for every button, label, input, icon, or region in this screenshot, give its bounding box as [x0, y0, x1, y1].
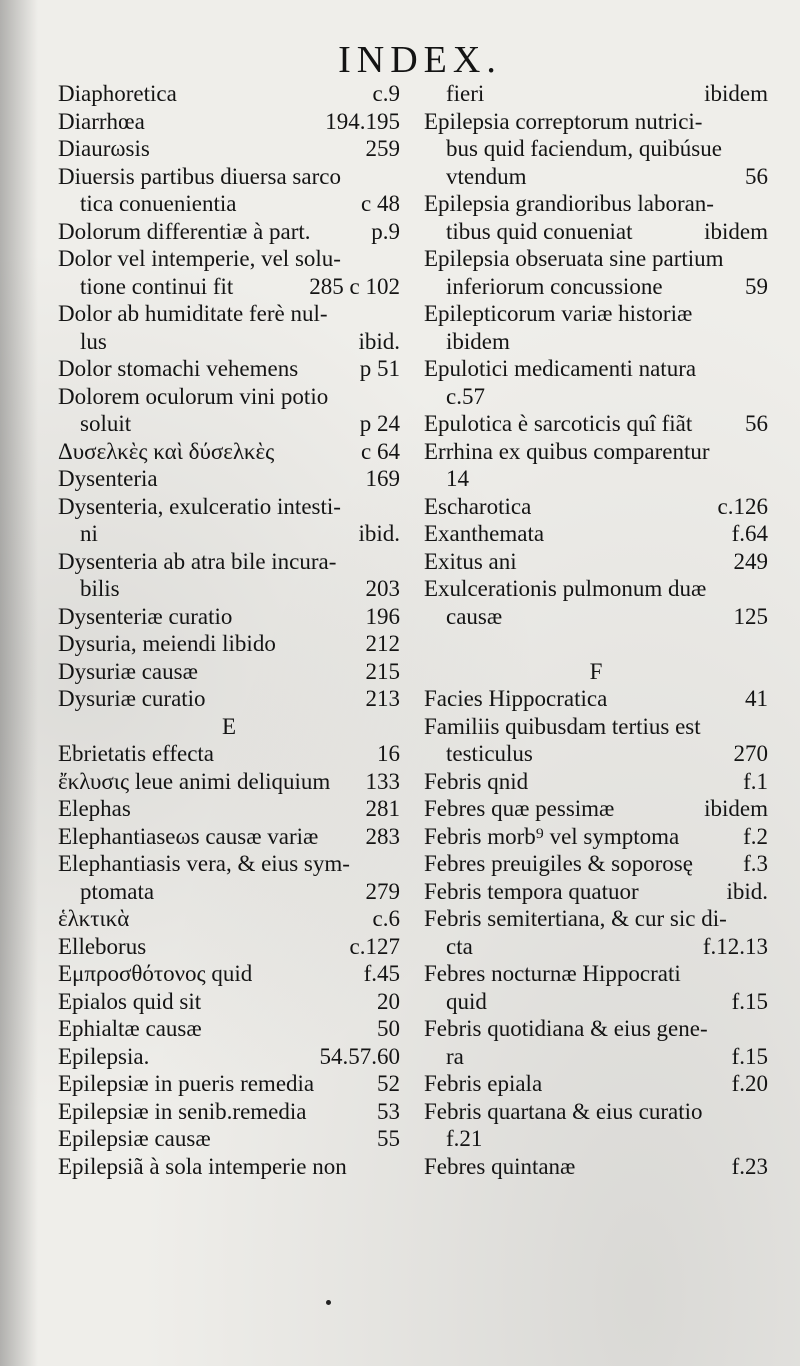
index-section-letter: [424, 658, 768, 686]
index-entry: [424, 823, 768, 851]
index-term: c.57: [446, 383, 485, 409]
index-term: Febres quæ pessimæ: [424, 796, 615, 821]
index-term: tibus quid conueniat: [446, 218, 633, 244]
index-page-ref: 53: [377, 1098, 400, 1124]
index-entry: [424, 1125, 768, 1153]
index-term: Δυσελκὲς καὶ δύσελκὲς: [58, 438, 275, 464]
index-page-ref: f.45: [363, 961, 400, 986]
index-term: Diaurωsis: [58, 136, 150, 161]
index-page-ref: c.9: [372, 81, 400, 106]
index-term: Diuersis partibus diuersa sarco: [58, 163, 341, 189]
index-entry: [424, 603, 768, 631]
index-term: Dysuria, meiendi libido: [58, 631, 276, 656]
index-page-ref: 41: [745, 686, 768, 711]
index-entry: [424, 740, 768, 768]
index-page-ref: c.127: [349, 933, 400, 959]
index-column-left: [58, 80, 400, 1180]
index-term: Dolor stomachi vehemens: [58, 356, 299, 381]
index-term: ni: [80, 521, 98, 546]
index-entry: [58, 575, 400, 603]
index-entry: [424, 850, 768, 878]
index-entry: [424, 135, 768, 163]
index-page-ref: 133: [365, 768, 400, 794]
index-term: Elephas: [58, 796, 131, 821]
index-page-ref: 270: [733, 741, 768, 766]
index-page-ref: 203: [365, 576, 400, 601]
index-page-ref: ibidem: [704, 218, 768, 244]
index-term: Exanthemata: [424, 521, 545, 546]
index-page-ref: 16: [377, 741, 400, 766]
index-page-ref: p 24: [359, 411, 400, 436]
index-entry: [58, 108, 400, 136]
index-term: Εμπροσθότονος quid: [58, 961, 253, 986]
index-term: Dysenteria, exulceratio intesti-: [58, 493, 341, 519]
index-entry: [58, 383, 400, 411]
index-term: Epilepsia correptorum nutrici-: [424, 108, 703, 134]
index-term: Epialos quid sit: [58, 988, 202, 1014]
index-entry: [58, 1098, 400, 1126]
index-entry: [58, 163, 400, 191]
index-page-ref: 285 c 102: [309, 273, 400, 299]
index-page-ref: 54.57.60: [319, 1043, 400, 1069]
index-term: Escharotica: [424, 493, 532, 519]
index-entry: [58, 768, 400, 796]
index-entry: [424, 575, 768, 603]
index-term: Dysenteria: [58, 466, 158, 491]
index-entry: [424, 1098, 768, 1126]
index-entry: [58, 630, 400, 658]
index-entry: [424, 438, 768, 466]
index-term: Facies Hippocratica: [424, 686, 608, 711]
index-term: causæ: [446, 603, 503, 629]
index-entry: [58, 795, 400, 823]
index-page-ref: p.9: [371, 218, 400, 244]
index-page-ref: 52: [377, 1071, 400, 1096]
index-column-right: [424, 80, 768, 1180]
index-term: Epilepsiæ causæ: [58, 1126, 211, 1151]
index-entry: [58, 658, 400, 686]
index-term: F: [589, 658, 603, 684]
index-entry: [424, 493, 768, 521]
index-term: Epulotica è sarcoticis quî fiãt: [424, 411, 693, 436]
index-term: bus quid faciendum, quibúsue: [446, 136, 722, 161]
index-page-ref: f.3: [743, 851, 768, 876]
index-term: testiculus: [446, 741, 533, 766]
index-term: inferiorum concussione: [446, 273, 663, 299]
index-term: ibidem: [446, 328, 510, 354]
index-entry: [424, 465, 768, 493]
index-entry: [58, 603, 400, 631]
index-term: Epilepsia.: [58, 1043, 150, 1069]
index-entry: [424, 328, 768, 356]
index-page-ref: 215: [365, 658, 400, 684]
index-page-ref: f.20: [731, 1071, 768, 1096]
index-page-ref: 56: [745, 163, 768, 189]
index-page-ref: ibid.: [358, 521, 400, 546]
index-entry: [58, 218, 400, 246]
index-entry: [58, 988, 400, 1016]
index-entry: [58, 520, 400, 548]
index-entry: [424, 1070, 768, 1098]
index-term: Epilepsia grandioribus laboran-: [424, 191, 714, 216]
index-term: vtendum: [446, 163, 527, 189]
index-term: Dysenteriæ curatio: [58, 603, 233, 629]
index-entry: [58, 328, 400, 356]
index-entry: [58, 438, 400, 466]
index-page-ref: ibid.: [726, 878, 768, 904]
index-entry: [58, 355, 400, 383]
index-page-ref: 213: [365, 686, 400, 711]
index-term: Dolor vel intemperie, vel solu-: [58, 246, 341, 271]
index-term: Epilepticorum variæ historiæ: [424, 301, 693, 326]
index-entry: [424, 960, 768, 988]
index-term: Epilepsiæ in pueris remedia: [58, 1071, 315, 1096]
index-term: Febris morb⁹ vel symptoma: [424, 823, 680, 849]
index-term: f.21: [446, 1126, 483, 1151]
index-term: Elephantiasis vera, & eius sym-: [58, 851, 350, 876]
index-entry: [58, 300, 400, 328]
page-header: INDEX.: [338, 39, 502, 81]
index-term: tione continui fit: [80, 273, 234, 299]
index-term: Epilepsiæ in senib.remedia: [58, 1098, 307, 1124]
index-term: Epilepsia obseruata sine partium: [424, 246, 724, 271]
index-term: ra: [446, 1043, 464, 1069]
index-entry: [58, 850, 400, 878]
index-page-ref: 194.195: [325, 108, 400, 134]
index-entry: [58, 1153, 400, 1181]
index-term: Febris epiala: [424, 1071, 543, 1096]
index-term: Elephantiaseωs causæ variæ: [58, 823, 319, 849]
index-entry: [424, 108, 768, 136]
index-term: Diaphoretica: [58, 81, 177, 106]
index-page-ref: c.6: [372, 906, 400, 931]
index-page-ref: ibidem: [704, 796, 768, 821]
index-page-ref: f.23: [731, 1153, 768, 1179]
index-page-ref: f.15: [731, 1043, 768, 1069]
index-entry: [424, 245, 768, 273]
index-page-ref: f.15: [731, 988, 768, 1014]
index-term: Elleborus: [58, 933, 147, 959]
index-term: Errhina ex quibus comparentur: [424, 438, 710, 464]
index-page-ref: 55: [377, 1126, 400, 1151]
ink-dot: [326, 1300, 331, 1305]
index-entry: [58, 933, 400, 961]
index-entry: [424, 685, 768, 713]
index-page-ref: 20: [377, 988, 400, 1014]
index-entry: [424, 548, 768, 576]
index-term: tica conuenientia: [80, 191, 237, 216]
index-term: Dolor ab humiditate ferè nul-: [58, 301, 328, 326]
index-term: Dolorem oculorum vini potio: [58, 383, 329, 409]
index-term: Febris quotidiana & eius gene-: [424, 1016, 708, 1041]
index-term: 14: [446, 466, 469, 491]
index-entry: [58, 493, 400, 521]
index-term: Ebrietatis effecta: [58, 741, 215, 766]
index-page-ref: p 51: [359, 356, 400, 381]
index-entry: [58, 823, 400, 851]
index-entry: [58, 1125, 400, 1153]
index-entry: [58, 905, 400, 933]
index-entry: [58, 80, 400, 108]
index-entry: [58, 878, 400, 906]
index-term: Febris quartana & eius curatio: [424, 1098, 703, 1124]
index-entry: [424, 1015, 768, 1043]
index-term: Febris qnid: [424, 768, 529, 794]
index-term: Febres nocturnæ Hippocrati: [424, 961, 681, 986]
index-page-ref: 59: [745, 273, 768, 299]
index-entry: [424, 878, 768, 906]
index-term: ἔκλυσις leue animi deliquium: [58, 768, 331, 794]
index-term: Febres preuigiles & soporosę: [424, 851, 693, 876]
index-page-ref: f.64: [731, 521, 768, 546]
page-gutter-shadow: [0, 0, 38, 1366]
index-page-ref: 56: [745, 411, 768, 436]
index-term: ἑλκτικὰ: [58, 906, 130, 931]
index-page-ref: c.126: [717, 493, 768, 519]
index-page-ref: ibid.: [358, 328, 400, 354]
index-page-ref: c 64: [361, 438, 400, 464]
index-term: cta: [446, 933, 473, 959]
index-page-ref: c 48: [361, 191, 400, 216]
index-term: E: [221, 713, 237, 739]
index-term: Febris semitertiana, & cur sic di-: [424, 906, 727, 931]
index-page-ref: 281: [365, 796, 400, 821]
index-entry: [424, 80, 768, 108]
index-term: Febres quintanæ: [424, 1153, 576, 1179]
index-term: Ephialtæ causæ: [58, 1016, 202, 1041]
index-term: bilis: [80, 576, 120, 601]
index-term: Dolorum differentiæ à part.: [58, 218, 311, 244]
index-entry: [424, 630, 768, 658]
index-entry: [58, 190, 400, 218]
index-term: fieri: [446, 81, 485, 106]
index-entry: [58, 960, 400, 988]
index-term: soluit: [80, 411, 132, 436]
index-term: Exitus ani: [424, 548, 517, 574]
index-page-ref: 249: [733, 548, 768, 574]
index-entry: [424, 163, 768, 191]
index-entry: [58, 410, 400, 438]
index-page-ref: 125: [733, 603, 768, 629]
index-term: ptomata: [80, 878, 155, 904]
index-page-ref: 279: [365, 878, 400, 904]
index-term: Diarrhœa: [58, 108, 145, 134]
index-page-ref: ibidem: [704, 81, 768, 106]
index-page-ref: f.1: [743, 768, 768, 794]
index-entry: [424, 410, 768, 438]
index-section-letter: [58, 713, 400, 741]
index-entry: [424, 795, 768, 823]
index-entry: [424, 1043, 768, 1071]
index-entry: [424, 768, 768, 796]
index-entry: [58, 465, 400, 493]
index-entry: [424, 218, 768, 246]
index-term: Dysuriæ causæ: [58, 658, 198, 684]
index-page-ref: 283: [365, 823, 400, 849]
index-page-ref: f.12.13: [702, 933, 768, 959]
index-page-ref: 50: [377, 1016, 400, 1041]
index-term: Exulcerationis pulmonum duæ: [424, 576, 707, 601]
index-page-ref: 259: [365, 136, 400, 161]
index-entry: [424, 273, 768, 301]
index-entry: [424, 383, 768, 411]
index-entry: [58, 1015, 400, 1043]
index-entry: [424, 300, 768, 328]
index-entry: [58, 273, 400, 301]
index-term: Dysuriæ curatio: [58, 686, 206, 711]
index-entry: [58, 245, 400, 273]
index-page-ref: 212: [365, 631, 400, 656]
index-page-ref: 169: [365, 466, 400, 491]
index-term: Epulotici medicamenti natura: [424, 356, 697, 381]
index-entry: [424, 905, 768, 933]
index-entry: [58, 548, 400, 576]
index-page-ref: 196: [365, 603, 400, 629]
index-entry: [58, 1070, 400, 1098]
index-entry: [58, 685, 400, 713]
index-term: Febris tempora quatuor: [424, 878, 639, 904]
index-entry: [424, 520, 768, 548]
index-entry: [424, 190, 768, 218]
index-term: lus: [80, 328, 107, 354]
index-entry: [424, 988, 768, 1016]
index-term: quid: [446, 988, 487, 1014]
index-term: Epilepsiã à sola intemperie non: [58, 1153, 347, 1179]
index-entry: [58, 135, 400, 163]
index-entry: [58, 740, 400, 768]
index-entry: [424, 713, 768, 741]
index-page-ref: f.2: [743, 823, 768, 849]
index-entry: [424, 933, 768, 961]
index-entry: [424, 355, 768, 383]
index-entry: [424, 1153, 768, 1181]
index-term: Dysenteria ab atra bile incura-: [58, 548, 337, 574]
index-entry: [58, 1043, 400, 1071]
index-term: Familiis quibusdam tertius est: [424, 713, 701, 739]
